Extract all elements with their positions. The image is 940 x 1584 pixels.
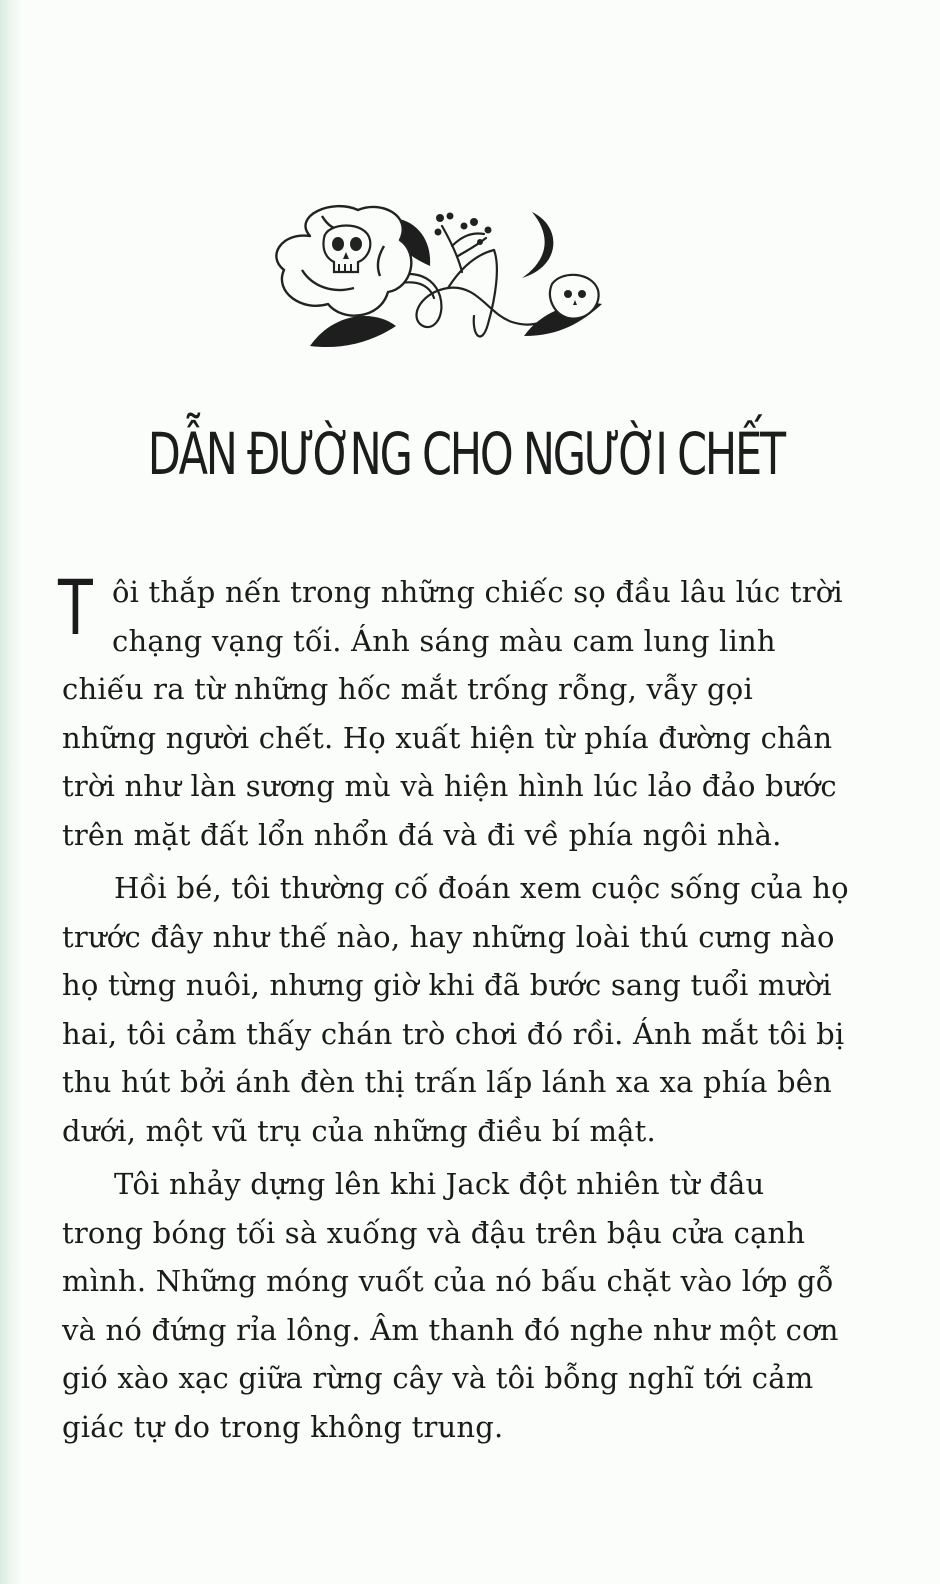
flower-skull-ornament [262,196,634,356]
paragraph-3: Tôi nhảy dựng lên khi Jack đột nhiên từ đâu trong bóng tối sà xuống và đậu trên bậu cửa cạnh mình. Những móng vuốt của nó bấu chặt vào lớp gỗ và nó đứng rỉa lông. Âm thanh đó nghe như một cơn gió xào xạc giữa rừng cây và tôi bỗng nghĩ tới cảm giác tự do trong không trung. [62,1167,839,1444]
chapter-title: DẪN ĐƯỜNG CHO NGƯỜI CHẾT [147,420,784,488]
paragraph-1 [58,563,852,860]
page-edge-shadow [0,0,22,1584]
drop-cap: T [58,563,93,652]
paragraph-1-text: ôi thắp nến trong những chiếc sọ đầu lâu lúc trời chạng vạng tối. Ánh sáng màu cam lung linh chiếu ra từ những hốc mắt trống rỗng, vẫy gọi những người chết. Họ xuất hiện từ phía đường chân trời như làn sương mù và hiện hình lúc lảo đảo bước trên mặt đất lổn nhổn đá và đi về phía ngôi nhà. [62,575,843,852]
paragraph-2: Hồi bé, tôi thường cố đoán xem cuộc sống của họ trước đây như thế nào, hay những loài thú cưng nào họ từng nuôi, nhưng giờ khi đã bước sang tuổi mười hai, tôi cảm thấy chán trò chơi đó rồi. Ánh mắt tôi bị thu hút bởi ánh đèn thị trấn lấp lánh xa xa phía bên dưới, một vũ trụ của những điều bí mật. [62,871,849,1148]
